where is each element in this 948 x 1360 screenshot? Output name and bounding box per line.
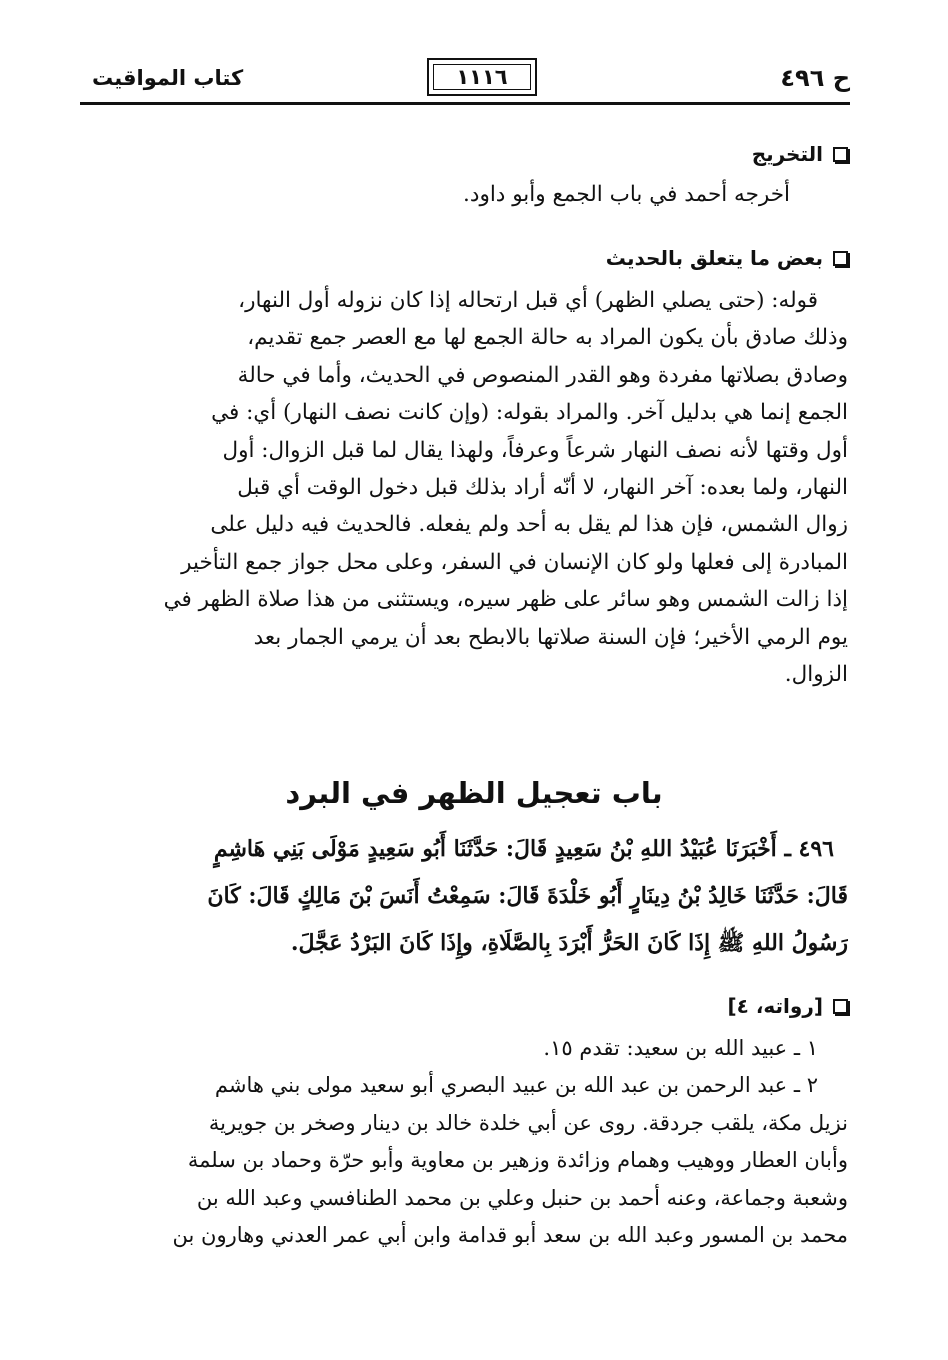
related-line: الجمع إنما هي بدليل آخر. والمراد بقوله: (وإن كانت نصف النهار) أي: في — [211, 400, 848, 426]
related-line: الزوال. — [784, 662, 848, 688]
takhrij-text-block — [150, 176, 790, 213]
page-number: ١١١٦ — [433, 64, 531, 90]
header-rule — [80, 102, 850, 105]
related-line: إذا زالت الشمس وهو سائر على ظهر سيره، ويستثنى من هذا صلاة الظهر في — [163, 587, 848, 613]
takhrij-heading — [752, 142, 848, 166]
page-number-frame — [427, 58, 537, 96]
narrator-line: نزيل مكة، يلقب جردقة. روى عن أبي خلدة خالد بن دينار وصخر بن جويرية — [208, 1110, 848, 1135]
related-line: أول وقتها لأنه نصف النهار شرعاً وعرفاً، ولهذا يقال لما قبل الزوال: أول — [222, 437, 848, 463]
narrator-line: وأبان العطار ووهيب وهمام وزائدة وزهير بن معاوية وأبو حرّة وحماد بن سلمة — [187, 1148, 848, 1173]
checkbox-square-icon — [833, 147, 848, 162]
book-title: كتاب المواقيت — [92, 66, 244, 90]
checkbox-square-icon — [833, 251, 848, 266]
takhrij-text: أخرجه أحمد في باب الجمع وأبو داود. — [463, 182, 790, 207]
hadith-line: قَالَ: حَدَّثَنَا خَالِدُ بْنُ دِينَارٍ أَبُو خَلْدَةَ قَالَ: سَمِعْتُ أَنَسَ بْنَ مَالِكٍ قَالَ: كَانَ — [207, 883, 848, 909]
narrators-heading-label: [رواته، ٤] — [727, 994, 823, 1018]
page-header — [80, 58, 850, 108]
checkbox-square-icon — [833, 999, 848, 1014]
related-heading — [606, 246, 848, 270]
related-line: وذلك صادق بأن يكون المراد به حالة الجمع لها مع العصر جمع تقديم، — [247, 325, 848, 351]
narrators-text-block — [108, 1030, 848, 1254]
narrator-line: محمد بن المسور وعبد الله بن سعد أبو قدامة وابن أبي عمر العدني وهارون بن — [172, 1223, 848, 1248]
related-text-block — [108, 282, 848, 693]
narrator-line: ٢ ـ عبد الرحمن بن عبد الله بن عبيد البصري أبو سعيد مولى بني هاشم — [214, 1073, 818, 1098]
chapter-title: باب تعجيل الظهر في البرد — [285, 776, 663, 810]
related-line: يوم الرمي الأخير؛ فإن السنة صلاتها بالابطح بعد أن يرمي الجمار بعد — [253, 624, 848, 650]
narrator-line: ١ ـ عبيد الله بن سعيد: تقدم ١٥. — [543, 1036, 818, 1060]
takhrij-heading-label: التخريج — [751, 142, 823, 166]
narrators-heading — [728, 994, 849, 1018]
narrator-line: وشعبة وجماعة، وعنه أحمد بن حنبل وعلي بن محمد الطنافسي وعبد الله بن — [196, 1185, 848, 1210]
related-line: زوال الشمس، فإن هذا لم يقل به أحد ولم يفعله. فالحديث فيه دليل على — [210, 512, 848, 538]
hadith-text-block — [103, 826, 848, 967]
related-line: المبادرة إلى فعلها ولو كان الإنسان في السفر، وعلى محل جواز جمع التأخير — [181, 549, 848, 575]
related-line: النهار، ولما بعده: آخر النهار، لا أنّه أراد بذلك قبل دخول الوقت أي قبل — [237, 475, 848, 501]
hadith-line: رَسُولُ اللهِ ﷺ إِذَا كَانَ الحَرُّ أَبْرَدَ بِالصَّلَاةِ، وإِذَا كَانَ البَرْدُ عَجَّلَ. — [290, 930, 848, 956]
related-line: قوله: (حتى يصلي الظهر) أي قبل ارتحاله إذا كان نزوله أول النهار، — [238, 288, 818, 313]
related-line: وصادق بصلاتها مفردة وهو القدر المنصوص في الحديث، وأما في حالة — [237, 362, 848, 388]
related-heading-label: بعض ما يتعلق بالحديث — [605, 246, 823, 270]
hadith-line: ٤٩٦ ـ أَخْبَرَنَا عُبَيْدُ اللهِ بْنُ سَعِيدٍ قَالَ: حَدَّثَنَا أَبُو سَعِيدٍ مَوْلَى بَنِي هَاشِمٍ — [213, 836, 834, 862]
hadith-page-ref: ح ٤٩٦ — [780, 64, 850, 92]
